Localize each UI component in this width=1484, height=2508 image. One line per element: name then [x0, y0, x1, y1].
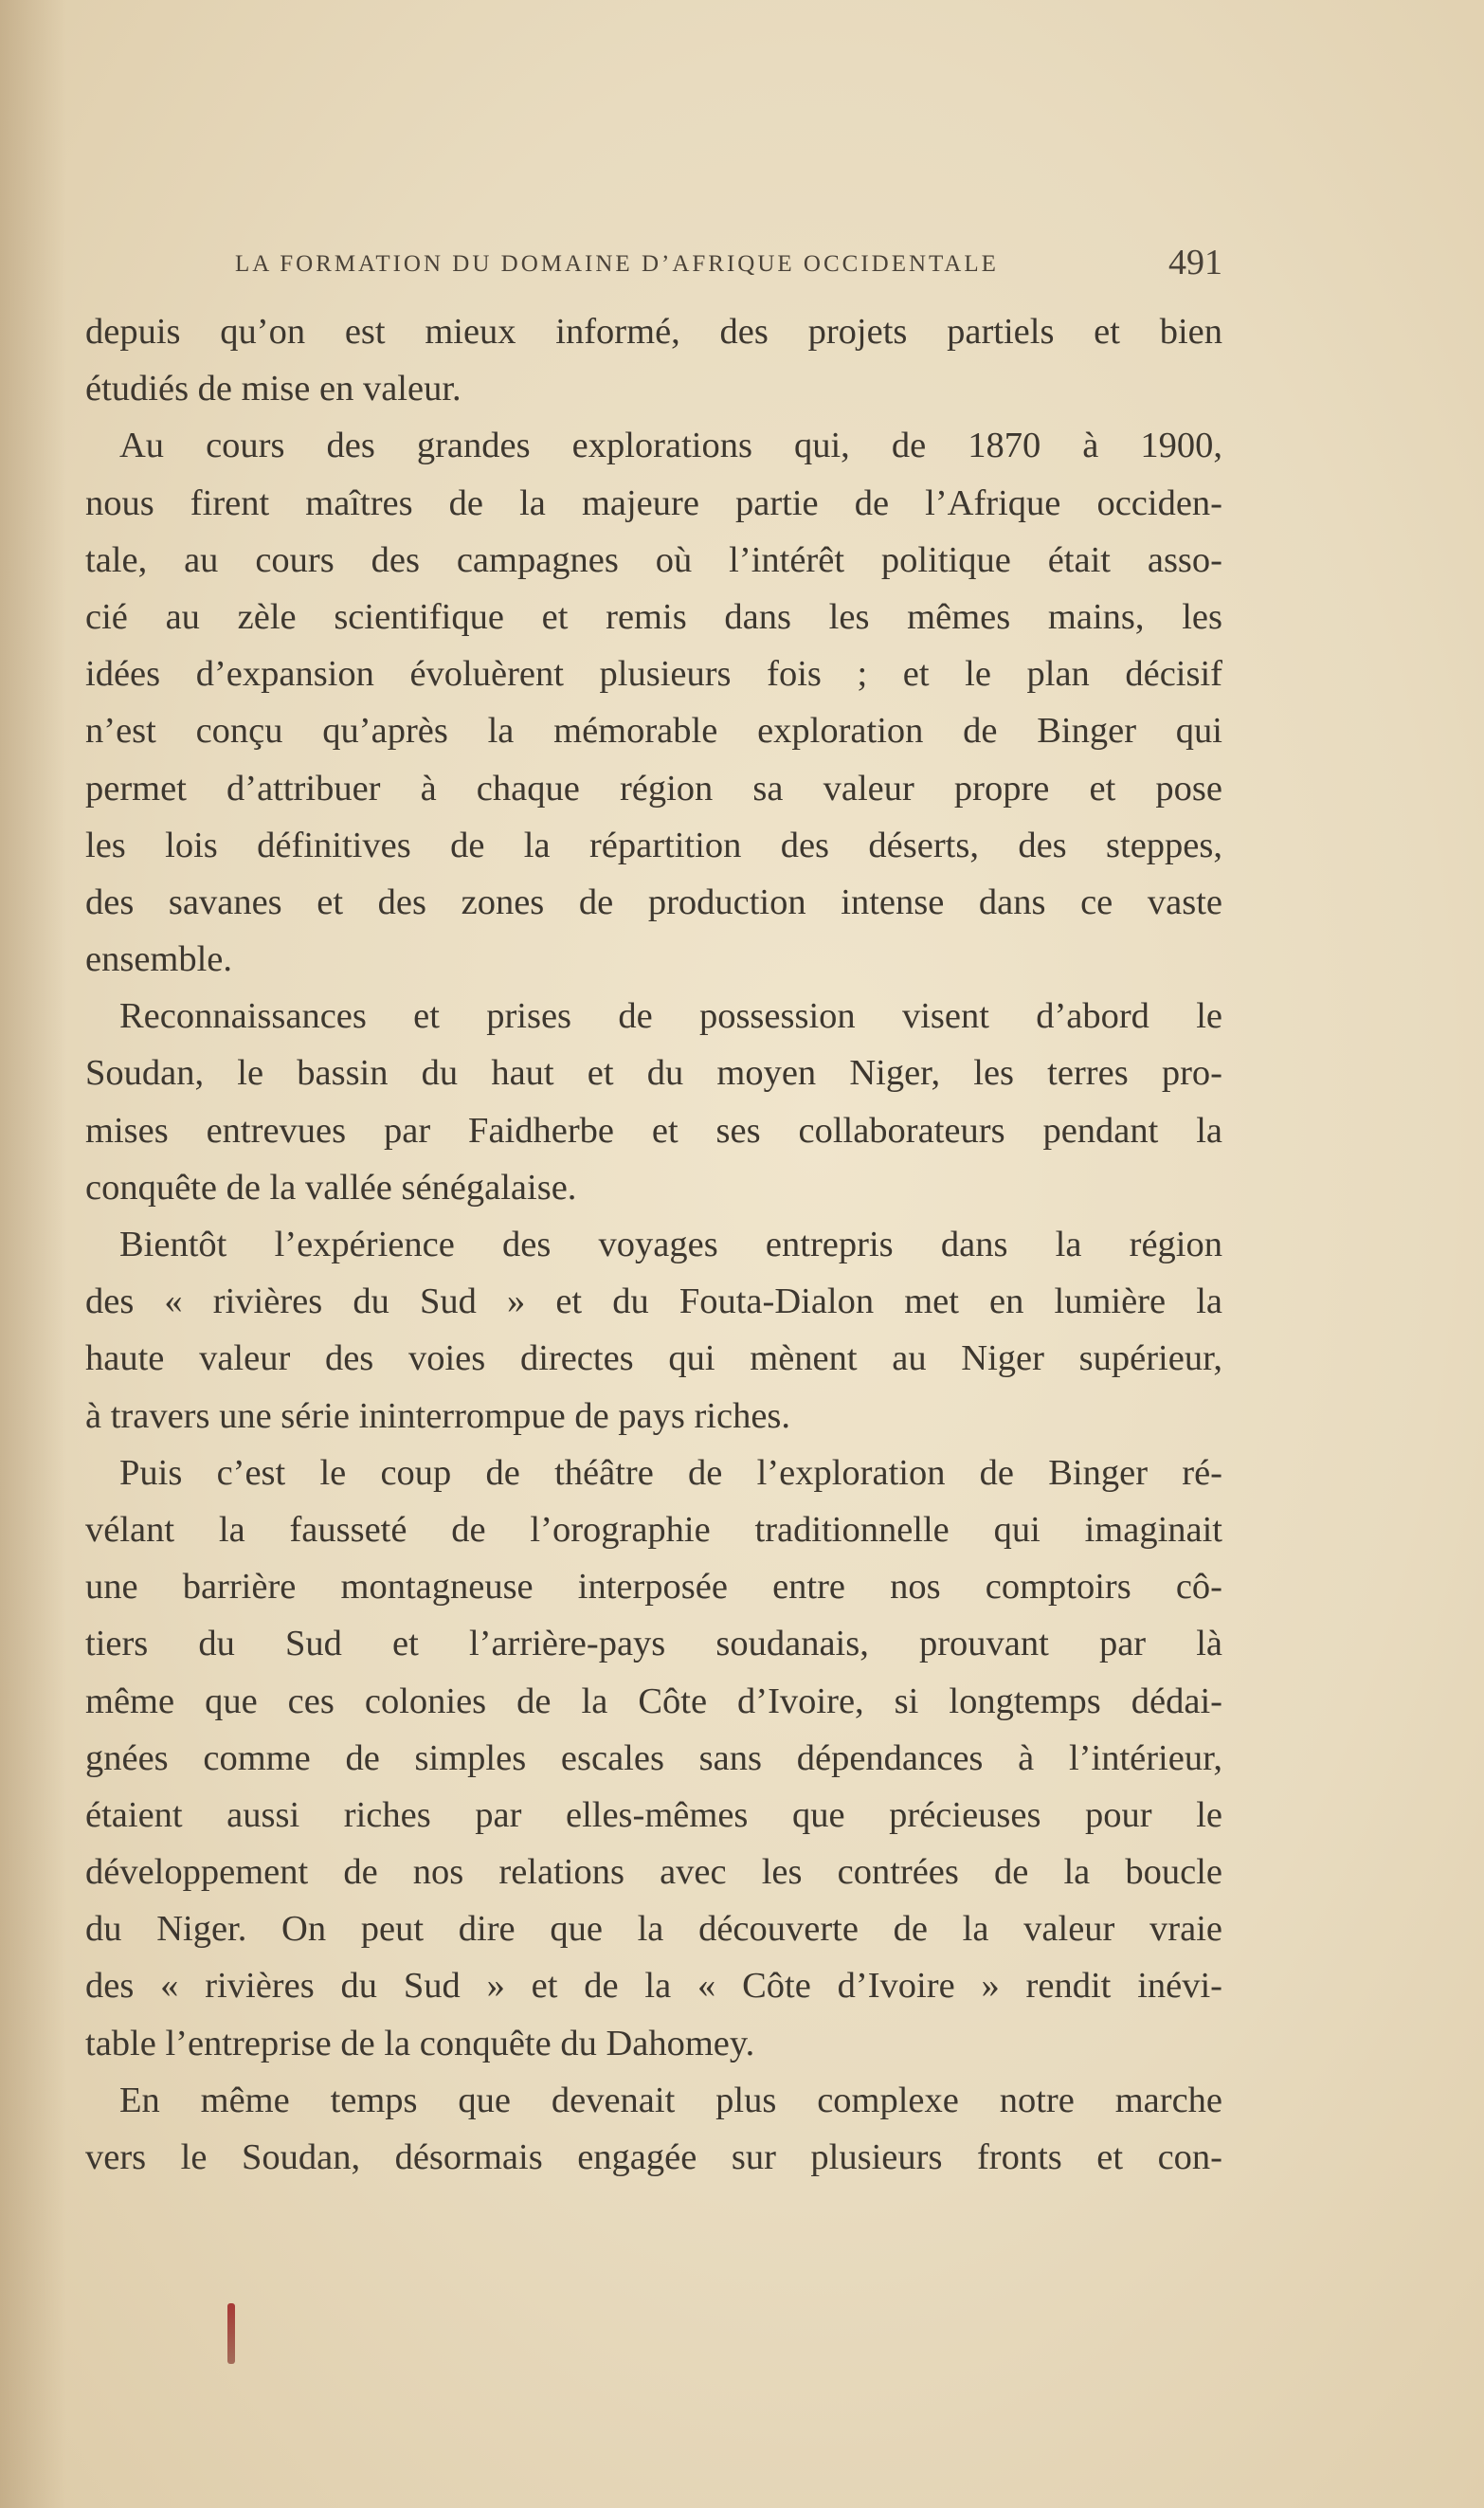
text-line: tale, au cours des campagnes où l’intérêt politique était asso- [85, 539, 1222, 580]
text-line: vers le Soudan, désormais engagée sur plusieurs fronts et con- [85, 2137, 1222, 2177]
text-line: tiers du Sud et l’arrière-pays soudanais, prouvant par là [85, 1624, 1222, 1664]
text-line: Au cours des grandes explorations qui, de 1870 à 1900, [119, 426, 1222, 466]
text-line: Soudan, le bassin du haut et du moyen Niger, les terres pro- [85, 1053, 1222, 1094]
text-line: vélant la fausseté de l’orographie traditionnelle qui imaginait [85, 1509, 1222, 1550]
text-line: du Niger. On peut dire que la découverte de la valeur vraie [85, 1909, 1222, 1950]
text-line: une barrière montagneuse interposée entre nos comptoirs cô- [85, 1567, 1222, 1608]
text-line: nous firent maîtres de la majeure partie de l’Afrique occiden- [85, 482, 1222, 523]
text-line: ensemble. [85, 939, 233, 980]
text-line: n’est conçu qu’après la mémorable exploration de Binger qui [85, 711, 1222, 752]
text-line: gnées comme de simples escales sans dépendances à l’intérieur, [85, 1737, 1222, 1778]
text-line: permet d’attribuer à chaque région sa valeur propre et pose [85, 768, 1222, 809]
page-number: 491 [1168, 243, 1222, 282]
text-line: étudiés de mise en valeur. [85, 369, 461, 409]
text-line: En même temps que devenait plus complexe notre marche [119, 2080, 1222, 2120]
text-line: à travers une série ininterrompue de pays riches. [85, 1395, 791, 1436]
text-line: des « rivières du Sud » et du Fouta-Dialon met en lumière la [85, 1281, 1222, 1322]
text-line: des savanes et des zones de production intense dans ce vaste [85, 881, 1222, 922]
text-line: développement de nos relations avec les contrées de la boucle [85, 1852, 1222, 1893]
text-line: mises entrevues par Faidherbe et ses collaborateurs pendant la [85, 1110, 1222, 1151]
text-line: conquête de la vallée sénégalaise. [85, 1167, 577, 1208]
bookmark-ribbon [227, 2303, 235, 2364]
page-header [235, 242, 1222, 289]
text-line: idées d’expansion évoluèrent plusieurs fois ; et le plan décisif [85, 654, 1222, 695]
text-line: haute valeur des voies directes qui mènent au Niger supérieur, [85, 1338, 1222, 1379]
text-line: Bientôt l’expérience des voyages entrepris dans la région [119, 1225, 1222, 1264]
text-line: des « rivières du Sud » et de la « Côte d’Ivoire » rendit inévi- [85, 1966, 1222, 2007]
text-line: table l’entreprise de la conquête du Dahomey. [85, 2023, 755, 2063]
running-title: LA FORMATION DU DOMAINE D’AFRIQUE OCCIDENTALE [235, 251, 999, 277]
text-line: Puis c’est le coup de théâtre de l’exploration de Binger ré- [119, 1452, 1222, 1493]
text-line: Reconnaissances et prises de possession visent d’abord le [119, 996, 1222, 1037]
text-line: les lois définitives de la répartition des déserts, des steppes, [85, 825, 1222, 865]
text-line: cié au zèle scientifique et remis dans les mêmes mains, les [85, 596, 1222, 637]
text-line: étaient aussi riches par elles-mêmes que précieuses pour le [85, 1794, 1222, 1835]
body-text [85, 303, 1222, 2186]
text-line: même que ces colonies de la Côte d’Ivoire, si longtemps dédai- [85, 1681, 1222, 1721]
text-line: depuis qu’on est mieux informé, des projets partiels et bien [85, 312, 1222, 352]
